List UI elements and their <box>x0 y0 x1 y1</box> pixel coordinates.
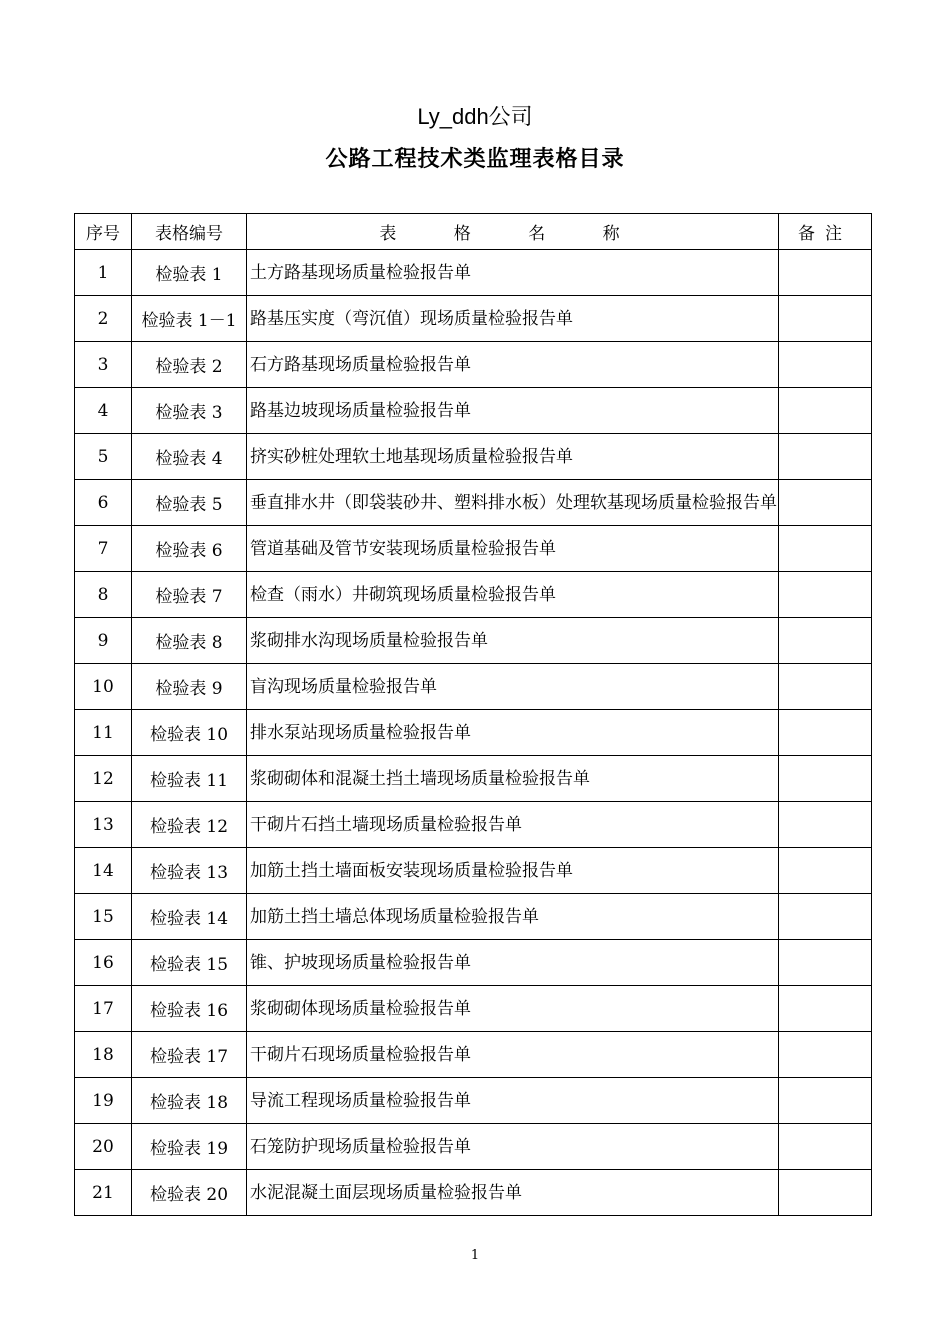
table-row <box>75 388 872 434</box>
row-remarks <box>779 756 872 802</box>
row-form-code: 检验表 20 <box>132 1170 247 1216</box>
row-serial-number: 14 <box>75 848 132 894</box>
row-form-name: 锥、护坡现场质量检验报告单 <box>247 940 779 986</box>
row-remarks <box>779 388 872 434</box>
row-form-code: 检验表 11 <box>132 756 247 802</box>
table-row <box>75 1032 872 1078</box>
row-remarks <box>779 664 872 710</box>
table-row <box>75 664 872 710</box>
row-form-name: 检查（雨水）井砌筑现场质量检验报告单 <box>247 572 779 618</box>
row-form-code: 检验表 9 <box>132 664 247 710</box>
page-number: 1 <box>470 1248 480 1263</box>
table-row <box>75 756 872 802</box>
row-remarks <box>779 480 872 526</box>
row-remarks <box>779 848 872 894</box>
row-serial-number: 19 <box>75 1078 132 1124</box>
row-remarks <box>779 572 872 618</box>
row-remarks <box>779 618 872 664</box>
row-form-name: 挤实砂桩处理软土地基现场质量检验报告单 <box>247 434 779 480</box>
table-header-row <box>75 214 872 250</box>
row-form-name: 路基边坡现场质量检验报告单 <box>247 388 779 434</box>
row-remarks <box>779 342 872 388</box>
row-form-name: 石笼防护现场质量检验报告单 <box>247 1124 779 1170</box>
table-row <box>75 296 872 342</box>
row-form-code: 检验表 2 <box>132 342 247 388</box>
row-form-code: 检验表 3 <box>132 388 247 434</box>
row-remarks <box>779 296 872 342</box>
row-form-name: 盲沟现场质量检验报告单 <box>247 664 779 710</box>
row-remarks <box>779 894 872 940</box>
row-form-name: 土方路基现场质量检验报告单 <box>247 250 779 296</box>
header-form-name: 表 格 名 称 <box>247 214 779 250</box>
row-form-name: 石方路基现场质量检验报告单 <box>247 342 779 388</box>
row-serial-number: 16 <box>75 940 132 986</box>
row-form-name: 干砌片石现场质量检验报告单 <box>247 1032 779 1078</box>
row-remarks <box>779 434 872 480</box>
table-row <box>75 434 872 480</box>
row-remarks <box>779 250 872 296</box>
row-serial-number: 13 <box>75 802 132 848</box>
row-serial-number: 20 <box>75 1124 132 1170</box>
row-form-code: 检验表 6 <box>132 526 247 572</box>
row-serial-number: 5 <box>75 434 132 480</box>
row-form-code: 检验表 10 <box>132 710 247 756</box>
row-form-name: 干砌片石挡土墙现场质量检验报告单 <box>247 802 779 848</box>
table-row <box>75 1124 872 1170</box>
row-serial-number: 4 <box>75 388 132 434</box>
row-form-code: 检验表 16 <box>132 986 247 1032</box>
row-form-code: 检验表 14 <box>132 894 247 940</box>
header-remarks: 备注 <box>779 214 872 250</box>
row-form-name: 浆砌砌体现场质量检验报告单 <box>247 986 779 1032</box>
table-body <box>75 250 872 1216</box>
row-form-code: 检验表 12 <box>132 802 247 848</box>
row-form-name: 加筋土挡土墙面板安装现场质量检验报告单 <box>247 848 779 894</box>
row-remarks <box>779 1124 872 1170</box>
header-serial-number: 序号 <box>75 214 132 250</box>
row-serial-number: 3 <box>75 342 132 388</box>
table-row <box>75 572 872 618</box>
table-row <box>75 894 872 940</box>
row-serial-number: 11 <box>75 710 132 756</box>
row-remarks <box>779 526 872 572</box>
table-row <box>75 940 872 986</box>
row-serial-number: 15 <box>75 894 132 940</box>
row-form-name: 浆砌排水沟现场质量检验报告单 <box>247 618 779 664</box>
row-form-code: 检验表 18 <box>132 1078 247 1124</box>
row-remarks <box>779 710 872 756</box>
row-form-code: 检验表 19 <box>132 1124 247 1170</box>
header-form-code: 表格编号 <box>132 214 247 250</box>
row-form-code: 检验表 1 <box>132 250 247 296</box>
row-serial-number: 6 <box>75 480 132 526</box>
page-title: 公路工程技术类监理表格目录 <box>325 147 625 172</box>
row-serial-number: 10 <box>75 664 132 710</box>
row-serial-number: 12 <box>75 756 132 802</box>
table-row <box>75 1170 872 1216</box>
table-row <box>75 802 872 848</box>
row-serial-number: 2 <box>75 296 132 342</box>
row-serial-number: 9 <box>75 618 132 664</box>
row-form-code: 检验表 17 <box>132 1032 247 1078</box>
row-form-name: 路基压实度（弯沉值）现场质量检验报告单 <box>247 296 779 342</box>
row-form-code: 检验表 8 <box>132 618 247 664</box>
row-form-name: 管道基础及管节安装现场质量检验报告单 <box>247 526 779 572</box>
row-form-code: 检验表 7 <box>132 572 247 618</box>
table-row <box>75 480 872 526</box>
row-form-name: 垂直排水井（即袋装砂井、塑料排水板）处理软基现场质量检验报告单 <box>247 480 779 526</box>
row-serial-number: 18 <box>75 1032 132 1078</box>
table-row <box>75 342 872 388</box>
row-form-name: 浆砌砌体和混凝土挡土墙现场质量检验报告单 <box>247 756 779 802</box>
row-remarks <box>779 986 872 1032</box>
row-remarks <box>779 1170 872 1216</box>
row-form-code: 检验表 4 <box>132 434 247 480</box>
row-remarks <box>779 1078 872 1124</box>
row-serial-number: 21 <box>75 1170 132 1216</box>
row-remarks <box>779 1032 872 1078</box>
row-form-code: 检验表 1－1 <box>132 296 247 342</box>
row-form-code: 检验表 5 <box>132 480 247 526</box>
table-row <box>75 848 872 894</box>
row-form-name: 导流工程现场质量检验报告单 <box>247 1078 779 1124</box>
row-serial-number: 8 <box>75 572 132 618</box>
row-serial-number: 1 <box>75 250 132 296</box>
row-form-name: 排水泵站现场质量检验报告单 <box>247 710 779 756</box>
table-row <box>75 986 872 1032</box>
table-row <box>75 618 872 664</box>
table-row <box>75 250 872 296</box>
row-serial-number: 17 <box>75 986 132 1032</box>
table-row <box>75 1078 872 1124</box>
form-catalog-table <box>74 213 872 1216</box>
table-row <box>75 710 872 756</box>
row-remarks <box>779 802 872 848</box>
company-name: Ly_ddh公司 <box>417 104 533 129</box>
table-row <box>75 526 872 572</box>
row-form-name: 加筋土挡土墙总体现场质量检验报告单 <box>247 894 779 940</box>
row-remarks <box>779 940 872 986</box>
row-form-code: 检验表 13 <box>132 848 247 894</box>
row-form-code: 检验表 15 <box>132 940 247 986</box>
row-form-name: 水泥混凝土面层现场质量检验报告单 <box>247 1170 779 1216</box>
row-serial-number: 7 <box>75 526 132 572</box>
